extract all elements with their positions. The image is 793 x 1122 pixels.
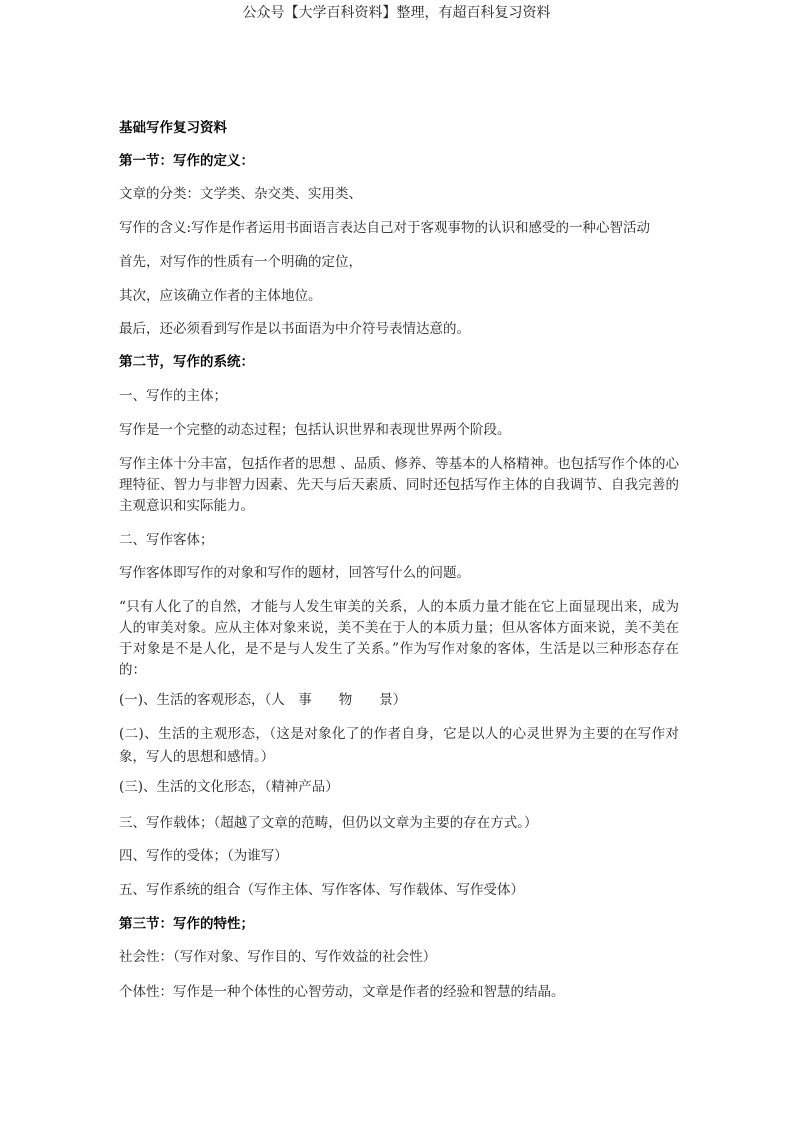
paragraph: 一、写作的主体； (119, 388, 227, 404)
paragraph: (二)、生活的主观形态，（这是对象化了的作者自身，它是以人的心灵世界为主要的在写作对象，写人的思想和感情。） (119, 726, 679, 765)
paragraph: 社会性：（写作对象、写作目的、写作效益的社会性） (119, 949, 437, 965)
quote-paragraph: “只有人化了的自然，才能与人发生审美的关系，人的本质力量才能在它上面显现出来，成为人的审美对象。应从主体对象来说，美不美在于人的本质力量；但从客体方面来说，美不美在于对象是不是人化，是不是与人发生了关系。”作为写作对象的客体，生活是以三种形态存在的： (119, 599, 679, 678)
paragraph: 写作是一个完整的动态过程；包括认识世界和表现世界两个阶段。 (119, 422, 511, 438)
paragraph: 个体性：写作是一种个体性的心智劳动，文章是作者的经验和智慧的结晶。 (119, 984, 565, 1000)
paragraph: 三、写作载体；（超越了文章的范畴，但仍以文章为主要的存在方式。） (119, 815, 538, 831)
section-1-heading: 第一节：写作的定义： (119, 153, 254, 169)
paragraph: 二、写作客体； (119, 532, 214, 548)
paragraph: 文章的分类：文学类、杂交类、实用类、 (119, 186, 362, 202)
section-2-heading: 第二节，写作的系统： (119, 354, 254, 370)
paragraph: (一)、生活的客观形态，（人 事 物 景） (119, 692, 407, 708)
document-title: 基础写作复习资料 (119, 120, 227, 136)
paragraph: 其次，应该确立作者的主体地位。 (119, 288, 322, 304)
paragraph: (三)、生活的文化形态，（精神产品） (119, 779, 339, 795)
paragraph: 最后，还必须看到写作是以书面语为中介符号表情达意的。 (119, 321, 470, 337)
paragraph: 四、写作的受体；（为谁写） (119, 848, 288, 864)
page-header: 公众号【大学百科资料】整理，有超百科复习资料 (242, 5, 551, 21)
paragraph: 写作主体十分丰富，包括作者的思想 、品质、修养、等基本的人格精神。也包括写作个体的心理特征、智力与非智力因素、先天与后天素质、同时还包括写作主体的自我调节、自我完善的主观意识和实际能力。 (119, 456, 679, 514)
paragraph: 写作客体即写作的对象和写作的题材，回答写什么的问题。 (119, 565, 470, 581)
paragraph: 写作的含义:写作是作者运用书面语言表达自己对于客观事物的认识和感受的一种心智活动 (119, 220, 651, 236)
paragraph: 首先，对写作的性质有一个明确的定位， (119, 254, 362, 270)
paragraph: 五、写作系统的组合（写作主体、写作客体、写作载体、写作受体） (119, 882, 524, 898)
section-3-heading: 第三节：写作的特性； (119, 916, 254, 932)
